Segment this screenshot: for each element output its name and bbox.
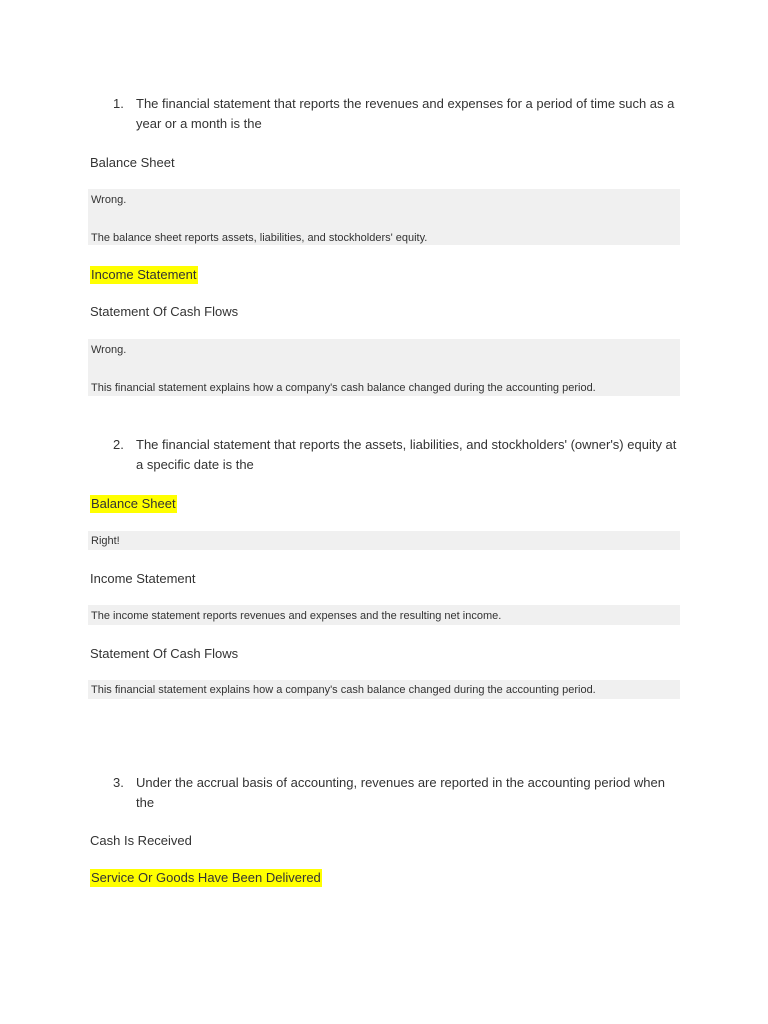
feedback-text: The income statement reports revenues and expenses and the resulting net income. <box>91 610 502 622</box>
q1-option-income-statement[interactable] <box>90 266 198 283</box>
option-label-highlighted: Balance Sheet <box>91 496 176 511</box>
question-1 <box>113 94 678 134</box>
question-number: 1. <box>113 96 124 111</box>
option-label: Cash Is Received <box>90 833 192 848</box>
feedback-status: Right! <box>91 535 120 547</box>
question-number: 2. <box>113 437 124 452</box>
option-label: Income Statement <box>90 571 196 586</box>
option-label: Statement Of Cash Flows <box>90 304 239 319</box>
feedback-status: Wrong. <box>91 194 127 206</box>
option-label: Statement Of Cash Flows <box>90 646 239 661</box>
q1-option-cash-flows[interactable] <box>90 303 238 320</box>
option-label: Balance Sheet <box>90 155 175 170</box>
q2-option-balance-sheet[interactable] <box>90 495 177 512</box>
question-text: Under the accrual basis of accounting, revenues are reported in the accounting period when the <box>136 775 665 810</box>
q3-option-goods-delivered[interactable] <box>90 869 322 886</box>
q2-option-income-statement[interactable] <box>90 570 196 587</box>
q2-feedback-balance-sheet <box>88 531 680 550</box>
q1-feedback-balance-sheet <box>88 189 680 245</box>
question-number: 3. <box>113 775 124 790</box>
q2-feedback-cash-flows <box>88 680 680 699</box>
feedback-text: This financial statement explains how a company's cash balance changed during the accounting period. <box>91 382 596 394</box>
q1-option-balance-sheet[interactable] <box>90 154 175 171</box>
question-text: The financial statement that reports the revenues and expenses for a period of time such as a year or a month is the <box>136 96 675 131</box>
q1-feedback-cash-flows <box>88 339 680 396</box>
feedback-text: The balance sheet reports assets, liabilities, and stockholders' equity. <box>91 232 428 244</box>
q2-feedback-income-statement <box>88 605 680 625</box>
q3-option-cash-received[interactable] <box>90 832 192 849</box>
option-label-highlighted: Service Or Goods Have Been Delivered <box>91 870 321 885</box>
question-text: The financial statement that reports the assets, liabilities, and stockholders' (owner's) equity at a specific date is the <box>136 437 677 472</box>
question-3 <box>113 773 678 813</box>
question-2 <box>113 435 678 475</box>
feedback-text: This financial statement explains how a company's cash balance changed during the accounting period. <box>91 684 596 696</box>
option-label-highlighted: Income Statement <box>91 267 197 282</box>
feedback-status: Wrong. <box>91 344 127 356</box>
q2-option-cash-flows[interactable] <box>90 645 238 662</box>
